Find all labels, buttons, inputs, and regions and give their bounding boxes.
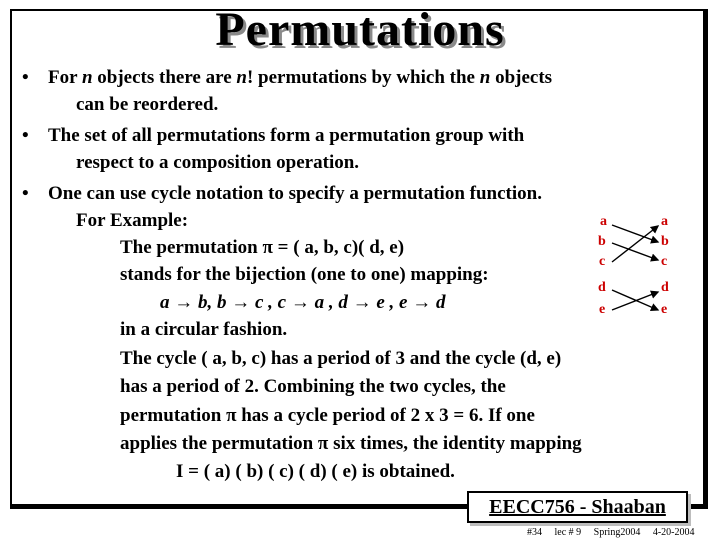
diagram-right-a: a [661, 214, 668, 229]
text-line-14: applies the permutation π six times, the identity mapping [120, 433, 582, 454]
text-line-5: One can use cycle notation to specify a permutation function. [48, 183, 542, 204]
text-var: n [81, 67, 93, 88]
diagram-left-d: d [598, 280, 606, 295]
text-seg: ! permutations by which the [246, 67, 480, 88]
text-line-1 [48, 66, 552, 90]
text-seg: objects there are [92, 67, 237, 88]
text-line-3: The set of all permutations form a permutation group with [48, 125, 525, 146]
diagram-right-e: e [661, 302, 668, 317]
footer-note [527, 527, 705, 538]
slide-title: Permutations [215, 3, 505, 56]
text-line-7: The permutation π = ( a, b, c)( d, e) [120, 237, 405, 258]
text-seg: For [48, 67, 82, 88]
text-line-10: in a circular fashion. [120, 319, 288, 340]
diagram-right-d: d [661, 280, 669, 295]
arrow-a-b [612, 225, 658, 242]
diagram-left-a: a [600, 214, 607, 229]
text-line-12: has a period of 2. Combining the two cycles, the [120, 376, 506, 397]
text-line-8: stands for the bijection (one to one) mapping: [120, 264, 489, 285]
text-seg: objects [490, 67, 553, 88]
footer-course-label: EECC756 - Shaaban [489, 496, 666, 518]
date: 4-20-2004 [652, 527, 695, 538]
footer-course-box [467, 491, 688, 523]
text-line-6: For Example: [76, 210, 189, 231]
text-line-15: I = ( a) ( b) ( c) ( d) ( e) is obtained. [176, 461, 455, 482]
slide-number: #34 [527, 527, 542, 538]
text-line-4: respect to a composition operation. [76, 152, 360, 173]
text-var: n [479, 67, 491, 88]
diagram-left-b: b [598, 234, 606, 249]
bullet-2: • [22, 125, 29, 146]
text-line-13: permutation π has a cycle period of 2 x 3 = 6. If one [120, 405, 535, 426]
diagram-left-e: e [599, 302, 606, 317]
term: Spring2004 [593, 527, 641, 538]
text-line-2: can be reordered. [76, 94, 219, 115]
text-var: n [236, 67, 247, 88]
diagram-right-b: b [661, 234, 669, 249]
diagram-right-c: c [661, 254, 668, 269]
text-line-9: a → b, b → c , c → a , d → e , e → d [160, 292, 446, 313]
lecture-number: lec # 9 [554, 527, 582, 538]
arrow-c-a [612, 226, 658, 262]
diagram-left-c: c [599, 254, 606, 269]
bullet-1: • [22, 67, 29, 88]
bullet-3: • [22, 183, 29, 204]
text-line-11: The cycle ( a, b, c) has a period of 3 and the cycle (d, e) [120, 348, 562, 369]
